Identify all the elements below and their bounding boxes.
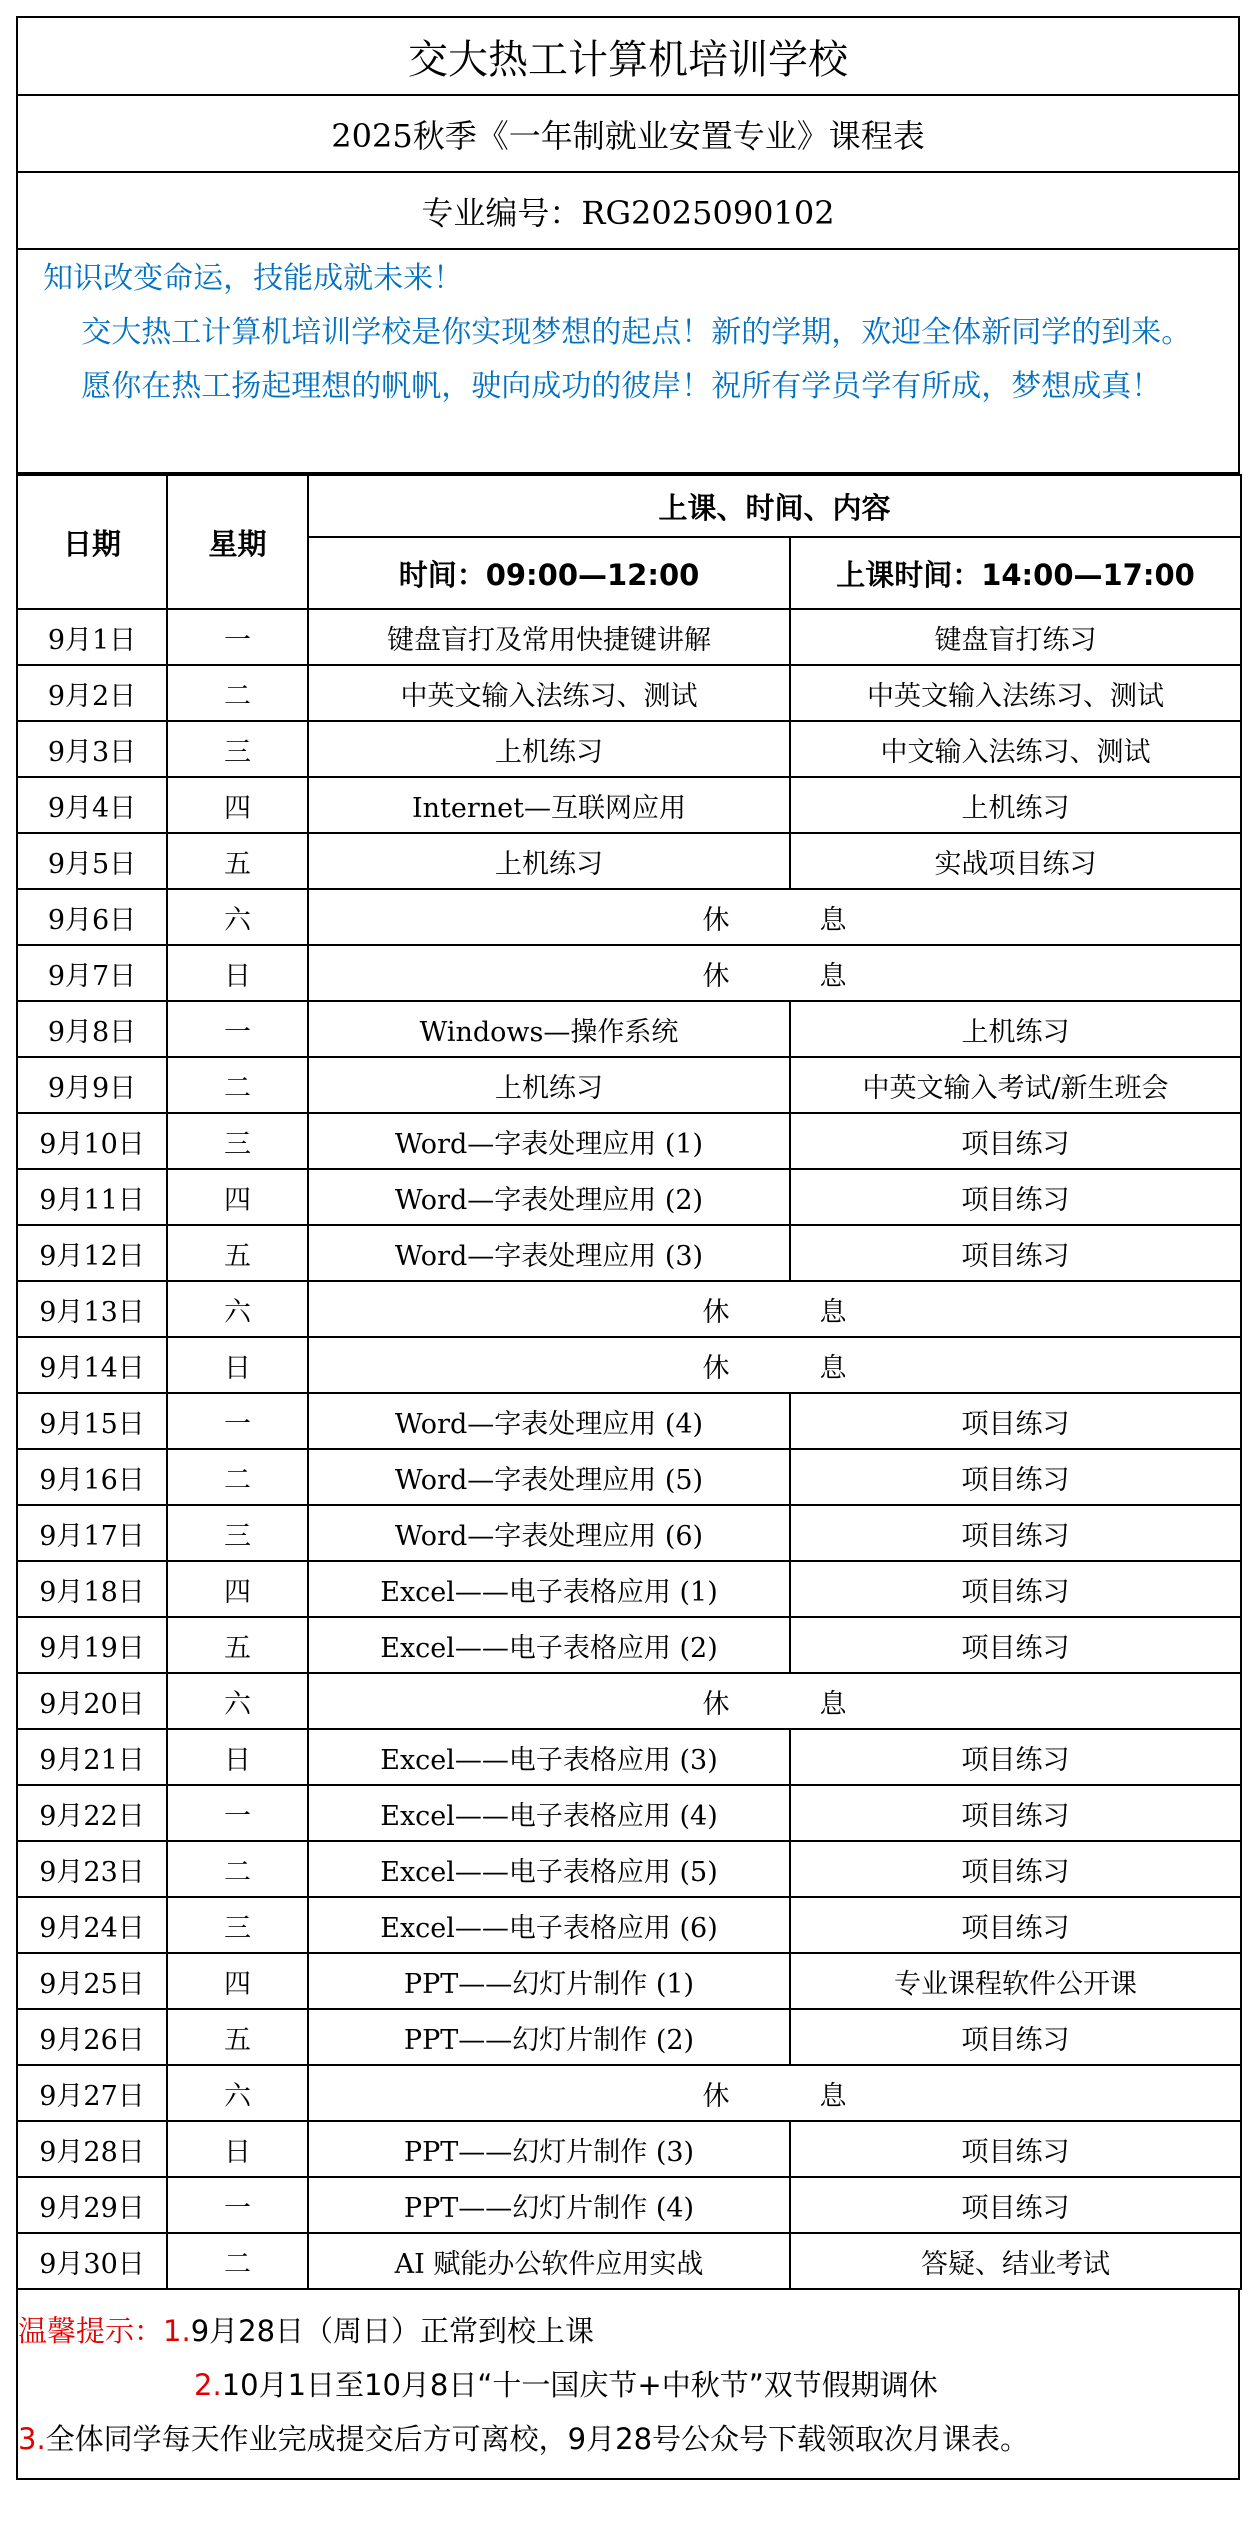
weekday-cell: 四 xyxy=(167,1561,308,1617)
header-group: 上课、时间、内容 xyxy=(308,475,1241,537)
weekday-cell: 一 xyxy=(167,1393,308,1449)
rest-label: 息 xyxy=(819,1296,847,1328)
weekday-cell: 六 xyxy=(167,1673,308,1729)
afternoon-cell: 上机练习 xyxy=(790,1001,1241,1057)
note-text: 10月1日至10月8日“十一国庆节+中秋节”双节假期调休 xyxy=(221,2368,938,2402)
table-row xyxy=(17,1897,1241,1953)
weekday-cell: 二 xyxy=(167,1449,308,1505)
weekday-cell: 六 xyxy=(167,2065,308,2121)
table-row xyxy=(17,2065,1241,2121)
table-row xyxy=(17,1225,1241,1281)
date-cell: 9月19日 xyxy=(17,1617,167,1673)
date-cell: 9月13日 xyxy=(17,1281,167,1337)
morning-cell: 中英文输入法练习、测试 xyxy=(308,665,790,721)
morning-cell: Word—字表处理应用 (4) xyxy=(308,1393,790,1449)
afternoon-cell: 项目练习 xyxy=(790,1449,1241,1505)
rest-label: 息 xyxy=(819,904,847,936)
date-cell: 9月23日 xyxy=(17,1841,167,1897)
weekday-cell: 四 xyxy=(167,1169,308,1225)
schedule-table xyxy=(16,474,1242,2290)
weekday-cell: 三 xyxy=(167,1113,308,1169)
morning-cell: PPT——幻灯片制作 (4) xyxy=(308,2177,790,2233)
rest-label: 息 xyxy=(819,960,847,992)
header-weekday: 星期 xyxy=(167,475,308,609)
afternoon-cell: 项目练习 xyxy=(790,1225,1241,1281)
schedule-body xyxy=(17,609,1241,2289)
weekday-cell: 日 xyxy=(167,1729,308,1785)
weekday-cell: 一 xyxy=(167,1001,308,1057)
morning-cell: 键盘盲打及常用快捷键讲解 xyxy=(308,609,790,665)
rest-label: 息 xyxy=(819,1688,847,1720)
weekday-cell: 四 xyxy=(167,1953,308,2009)
morning-cell: Word—字表处理应用 (3) xyxy=(308,1225,790,1281)
date-cell: 9月29日 xyxy=(17,2177,167,2233)
morning-cell: Excel——电子表格应用 (1) xyxy=(308,1561,790,1617)
morning-cell: 上机练习 xyxy=(308,1057,790,1113)
notes-panel xyxy=(16,2290,1240,2480)
table-row xyxy=(17,1449,1241,1505)
rest-cell xyxy=(308,1337,1241,1393)
morning-cell: Excel——电子表格应用 (6) xyxy=(308,1897,790,1953)
table-row xyxy=(17,1673,1241,1729)
weekday-cell: 六 xyxy=(167,889,308,945)
weekday-cell: 二 xyxy=(167,1057,308,1113)
morning-cell: Internet—互联网应用 xyxy=(308,777,790,833)
rest-cell xyxy=(308,889,1241,945)
table-row xyxy=(17,1785,1241,1841)
date-cell: 9月4日 xyxy=(17,777,167,833)
date-cell: 9月15日 xyxy=(17,1393,167,1449)
afternoon-cell: 项目练习 xyxy=(790,1785,1241,1841)
weekday-cell: 三 xyxy=(167,1505,308,1561)
weekday-cell: 二 xyxy=(167,665,308,721)
afternoon-cell: 项目练习 xyxy=(790,1841,1241,1897)
welcome-line: 交大热工计算机培训学校是你实现梦想的起点！新的学期，欢迎全体新同学的到来。 xyxy=(24,315,1192,350)
morning-cell: Excel——电子表格应用 (4) xyxy=(308,1785,790,1841)
morning-cell: Word—字表处理应用 (2) xyxy=(308,1169,790,1225)
rest-cell xyxy=(308,2065,1241,2121)
note-line-2 xyxy=(18,2358,1238,2412)
date-cell: 9月20日 xyxy=(17,1673,167,1729)
table-row xyxy=(17,1393,1241,1449)
notes-label: 温馨提示： xyxy=(18,2314,164,2348)
welcome-line: 愿你在热工扬起理想的帆帆，驶向成功的彼岸！祝所有学员学有所成，梦想成真！ xyxy=(24,369,1162,404)
welcome-message xyxy=(16,250,1240,474)
weekday-cell: 一 xyxy=(167,1785,308,1841)
weekday-cell: 六 xyxy=(167,1281,308,1337)
date-cell: 9月30日 xyxy=(17,2233,167,2289)
date-cell: 9月3日 xyxy=(17,721,167,777)
afternoon-cell: 项目练习 xyxy=(790,2177,1241,2233)
note-number: 1. xyxy=(163,2314,191,2348)
date-cell: 9月10日 xyxy=(17,1113,167,1169)
table-row xyxy=(17,2009,1241,2065)
header-afternoon: 上课时间：14:00—17:00 xyxy=(790,537,1241,609)
morning-cell: PPT——幻灯片制作 (2) xyxy=(308,2009,790,2065)
header-date: 日期 xyxy=(17,475,167,609)
date-cell: 9月21日 xyxy=(17,1729,167,1785)
table-row xyxy=(17,1729,1241,1785)
weekday-cell: 日 xyxy=(167,2121,308,2177)
table-row xyxy=(17,2233,1241,2289)
date-cell: 9月14日 xyxy=(17,1337,167,1393)
weekday-cell: 日 xyxy=(167,945,308,1001)
afternoon-cell: 项目练习 xyxy=(790,1169,1241,1225)
table-row xyxy=(17,1001,1241,1057)
afternoon-cell: 项目练习 xyxy=(790,1393,1241,1449)
afternoon-cell: 答疑、结业考试 xyxy=(790,2233,1241,2289)
weekday-cell: 五 xyxy=(167,1617,308,1673)
afternoon-cell: 项目练习 xyxy=(790,1505,1241,1561)
table-row xyxy=(17,945,1241,1001)
note-line-1 xyxy=(18,2304,1238,2358)
weekday-cell: 一 xyxy=(167,609,308,665)
afternoon-cell: 项目练习 xyxy=(790,1561,1241,1617)
table-row xyxy=(17,1057,1241,1113)
table-row xyxy=(17,1617,1241,1673)
date-cell: 9月7日 xyxy=(17,945,167,1001)
weekday-cell: 三 xyxy=(167,1897,308,1953)
weekday-cell: 五 xyxy=(167,2009,308,2065)
afternoon-cell: 中英文输入考试/新生班会 xyxy=(790,1057,1241,1113)
note-number: 2. xyxy=(194,2368,222,2402)
date-cell: 9月28日 xyxy=(17,2121,167,2177)
rest-label: 休 xyxy=(702,1688,730,1720)
morning-cell: PPT——幻灯片制作 (3) xyxy=(308,2121,790,2177)
table-row xyxy=(17,833,1241,889)
table-row xyxy=(17,2177,1241,2233)
morning-cell: Excel——电子表格应用 (5) xyxy=(308,1841,790,1897)
morning-cell: 上机练习 xyxy=(308,721,790,777)
date-cell: 9月1日 xyxy=(17,609,167,665)
schedule-sheet xyxy=(16,16,1240,2480)
morning-cell: AI 赋能办公软件应用实战 xyxy=(308,2233,790,2289)
morning-cell: Word—字表处理应用 (6) xyxy=(308,1505,790,1561)
morning-cell: Excel——电子表格应用 (3) xyxy=(308,1729,790,1785)
table-row xyxy=(17,1337,1241,1393)
date-cell: 9月24日 xyxy=(17,1897,167,1953)
afternoon-cell: 项目练习 xyxy=(790,1617,1241,1673)
date-cell: 9月26日 xyxy=(17,2009,167,2065)
table-row xyxy=(17,609,1241,665)
welcome-line: 知识改变命运，技能成就未来！ xyxy=(24,261,464,296)
rest-label: 休 xyxy=(702,1296,730,1328)
afternoon-cell: 中文输入法练习、测试 xyxy=(790,721,1241,777)
weekday-cell: 一 xyxy=(167,2177,308,2233)
date-cell: 9月2日 xyxy=(17,665,167,721)
table-row xyxy=(17,721,1241,777)
afternoon-cell: 项目练习 xyxy=(790,1897,1241,1953)
table-row xyxy=(17,665,1241,721)
afternoon-cell: 项目练习 xyxy=(790,1113,1241,1169)
program-code: 专业编号：RG2025090102 xyxy=(16,173,1240,250)
date-cell: 9月8日 xyxy=(17,1001,167,1057)
weekday-cell: 四 xyxy=(167,777,308,833)
table-row xyxy=(17,1505,1241,1561)
morning-cell: Windows—操作系统 xyxy=(308,1001,790,1057)
weekday-cell: 二 xyxy=(167,2233,308,2289)
rest-label: 休 xyxy=(702,960,730,992)
table-row xyxy=(17,1561,1241,1617)
morning-cell: Word—字表处理应用 (1) xyxy=(308,1113,790,1169)
afternoon-cell: 实战项目练习 xyxy=(790,833,1241,889)
afternoon-cell: 中英文输入法练习、测试 xyxy=(790,665,1241,721)
afternoon-cell: 专业课程软件公开课 xyxy=(790,1953,1241,2009)
morning-cell: Word—字表处理应用 (5) xyxy=(308,1449,790,1505)
date-cell: 9月12日 xyxy=(17,1225,167,1281)
date-cell: 9月27日 xyxy=(17,2065,167,2121)
rest-cell xyxy=(308,1673,1241,1729)
rest-cell xyxy=(308,1281,1241,1337)
weekday-cell: 三 xyxy=(167,721,308,777)
note-number: 3. xyxy=(18,2422,46,2456)
rest-label: 息 xyxy=(819,1352,847,1384)
afternoon-cell: 项目练习 xyxy=(790,2121,1241,2177)
afternoon-cell: 键盘盲打练习 xyxy=(790,609,1241,665)
term-title: 2025秋季《一年制就业安置专业》课程表 xyxy=(16,96,1240,173)
rest-label: 休 xyxy=(702,2080,730,2112)
date-cell: 9月11日 xyxy=(17,1169,167,1225)
afternoon-cell: 项目练习 xyxy=(790,1729,1241,1785)
table-row xyxy=(17,1113,1241,1169)
note-line-3 xyxy=(18,2412,1238,2466)
morning-cell: 上机练习 xyxy=(308,833,790,889)
weekday-cell: 五 xyxy=(167,833,308,889)
afternoon-cell: 项目练习 xyxy=(790,2009,1241,2065)
date-cell: 9月6日 xyxy=(17,889,167,945)
date-cell: 9月18日 xyxy=(17,1561,167,1617)
table-row xyxy=(17,1169,1241,1225)
table-row xyxy=(17,1281,1241,1337)
table-row xyxy=(17,1953,1241,2009)
school-title: 交大热工计算机培训学校 xyxy=(16,16,1240,96)
morning-cell: Excel——电子表格应用 (2) xyxy=(308,1617,790,1673)
table-row xyxy=(17,777,1241,833)
rest-label: 息 xyxy=(819,2080,847,2112)
date-cell: 9月9日 xyxy=(17,1057,167,1113)
weekday-cell: 日 xyxy=(167,1337,308,1393)
table-row xyxy=(17,889,1241,945)
table-row xyxy=(17,1841,1241,1897)
date-cell: 9月17日 xyxy=(17,1505,167,1561)
weekday-cell: 五 xyxy=(167,1225,308,1281)
note-text: 9月28日（周日）正常到校上课 xyxy=(190,2314,595,2348)
date-cell: 9月16日 xyxy=(17,1449,167,1505)
rest-cell xyxy=(308,945,1241,1001)
note-text: 全体同学每天作业完成提交后方可离校，9月28号公众号下载领取次月课表。 xyxy=(45,2422,1030,2456)
afternoon-cell: 上机练习 xyxy=(790,777,1241,833)
rest-label: 休 xyxy=(702,904,730,936)
date-cell: 9月5日 xyxy=(17,833,167,889)
morning-cell: PPT——幻灯片制作 (1) xyxy=(308,1953,790,2009)
rest-label: 休 xyxy=(702,1352,730,1384)
header-morning: 时间：09:00—12:00 xyxy=(308,537,790,609)
table-row xyxy=(17,2121,1241,2177)
date-cell: 9月22日 xyxy=(17,1785,167,1841)
weekday-cell: 二 xyxy=(167,1841,308,1897)
date-cell: 9月25日 xyxy=(17,1953,167,2009)
